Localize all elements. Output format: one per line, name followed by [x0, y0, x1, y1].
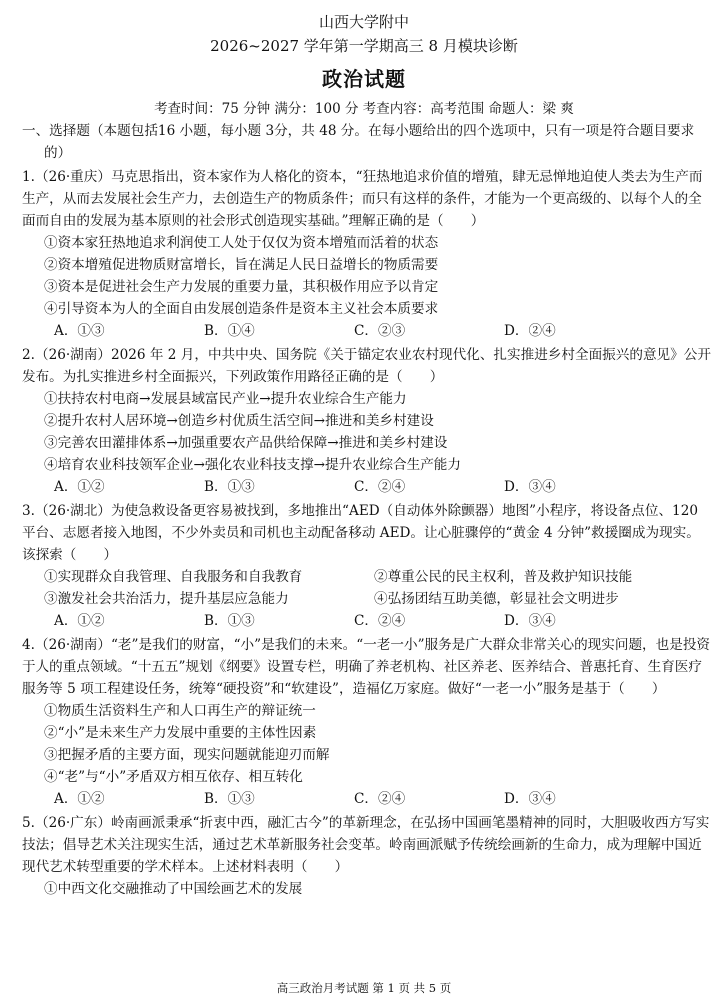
statement-option: ④引导资本为人的全面自由发展创造条件是资本主义社会本质要求 [44, 301, 439, 317]
section-heading: 一、选择题（本题包括16 小题，每小题 3分，共 48 分。在每小题给出的四个选项中，只有一项是符合题目要求的） [22, 123, 695, 161]
choice-c: C．②④ [354, 791, 406, 807]
statement-option: ①扶持农村电商→发展县域富民产业→提升农业综合生产能力 [44, 391, 407, 407]
choice-d: D．③④ [504, 479, 556, 495]
choice-b: B．①③ [204, 791, 255, 807]
question-stem: 2.（26·湖南）2026 年 2 月，中共中央、国务院《关于锚定农业农村现代化、扎实推进乡村全面振兴的意见》公开发布。为扎实推进乡村全面振兴，下列政策作用路径正确的是（ ） [22, 347, 711, 385]
choice-a: A．①② [54, 791, 105, 807]
statement-option: ③完善农田灌排体系→加强重要农产品供给保障→推进和美乡村建设 [44, 435, 448, 451]
choice-a: A．①③ [54, 323, 105, 339]
choice-d: D．②④ [504, 323, 556, 339]
question-stem: 3.（26·湖北）为使急救设备更容易被找到，多地推出“AED（自动体外除颤器）地图”小程序，将设备点位、120 平台、志愿者接入地图，不少外卖员和司机也主动配备移动 AED。让心脏骤停的“黄金 4 分钟”救援圈成为现实。该探索（ ） [22, 503, 700, 563]
statement-option: ②“小”是未来生产力发展中重要的主体性因素 [44, 725, 317, 741]
exam-meta: 考查时间：75 分钟 满分：100 分 考查内容：高考范围 命题人：梁 爽 [154, 101, 574, 117]
statement-option: ②尊重公民的民主权利，普及救护知识技能 [374, 569, 633, 585]
statement-option: ①实现群众自我管理、自我服务和自我教育 [44, 569, 303, 585]
choice-a: A．①② [54, 613, 105, 629]
question-stem: 1.（26·重庆）马克思指出，资本家作为人格化的资本，“狂热地追求价值的增殖，肆无忌惮地迫使人类去为生产而生产，从而去发展社会生产力，去创造生产的物质条件；而只有这样的条件，才能为一个更高级的、以每个人的全面而自由的发展为基本原则的社会形式创造现实基础。”理解正确的是（ ） [22, 169, 703, 229]
choice-c: C．②③ [354, 323, 406, 339]
question-stem: 5.（26·广东）岭南画派秉承“折衷中西，融汇古今”的革新理念，在弘扬中国画笔墨精神的同时，大胆吸收西方写实技法；倡导艺术关注现实生活，通过艺术革新服务社会变革。岭南画派赋予传统绘画新的生命力，成为理解中国近现代艺术转型重要的学术样本。上述材料表明（ ） [22, 815, 710, 875]
question-5 [22, 812, 712, 900]
question-2 [22, 344, 712, 498]
answer-choices [22, 320, 712, 342]
choice-b: B．①③ [204, 479, 255, 495]
statement-option: ③资本是促进社会生产力发展的重要力量，其积极作用应予以肯定 [44, 279, 439, 295]
choice-c: C．②④ [354, 479, 406, 495]
page-title: 政治试题 [322, 67, 406, 91]
choice-c: C．②④ [354, 613, 406, 629]
statement-option: ④“老”与“小”矛盾双方相互依存、相互转化 [44, 769, 303, 785]
exam-name: 2026~2027 学年第一学期高三 8 月模块诊断 [210, 37, 518, 55]
answer-choices [22, 788, 712, 810]
statement-option: ①中西文化交融推动了中国绘画艺术的发展 [44, 881, 303, 897]
answer-choices [22, 610, 712, 632]
statement-option: ④培育农业科技领军企业→强化农业科技支撑→提升农业综合生产能力 [44, 457, 461, 473]
statement-option: ④弘扬团结互助美德，彰显社会文明进步 [374, 591, 619, 607]
statement-option: ①物质生活资料生产和人口再生产的辩证统一 [44, 703, 316, 719]
answer-choices [22, 476, 712, 498]
statement-option: ①资本家狂热地追求利润使工人处于仅仅为资本增殖而活着的状态 [44, 235, 439, 251]
question-stem: 4.（26·湖南）“老”是我们的财富，“小”是我们的未来。“一老一小”服务是广大群众非常关心的现实问题，也是投资于人的重点领域。“十五五”规划《纲要》设置专栏，明确了养老机构、社区养老、医养结合、普惠托育、生育医疗服务等 5 项工程建设任务，统筹“硬投资”和“软建设”，造福亿万家庭。做好“一老一小”服务是基于（ ） [22, 637, 711, 697]
statement-option: ②提升农村人居环境→创造乡村优质生活空间→推进和美乡村建设 [44, 413, 434, 429]
statement-pair [22, 566, 712, 588]
school-name: 山西大学附中 [318, 13, 409, 31]
statement-pair [22, 588, 712, 610]
choice-d: D．③④ [504, 613, 556, 629]
question-4 [22, 634, 712, 810]
statement-option: ②资本增殖促进物质财富增长，旨在满足人民日益增长的物质需要 [44, 257, 439, 273]
statement-option: ③把握矛盾的主要方面，现实问题就能迎刃而解 [44, 747, 330, 763]
choice-b: B．①④ [204, 323, 255, 339]
choice-d: D．③④ [504, 791, 556, 807]
question-3 [22, 500, 712, 632]
choice-b: B．①③ [204, 613, 255, 629]
page-footer: 高三政治月考试题 第 1 页 共 5 页 [276, 981, 452, 995]
exam-body [22, 120, 712, 900]
question-1 [22, 166, 712, 342]
statement-option: ③激发社会共治活力，提升基层应急能力 [44, 591, 289, 607]
choice-a: A．①② [54, 479, 105, 495]
